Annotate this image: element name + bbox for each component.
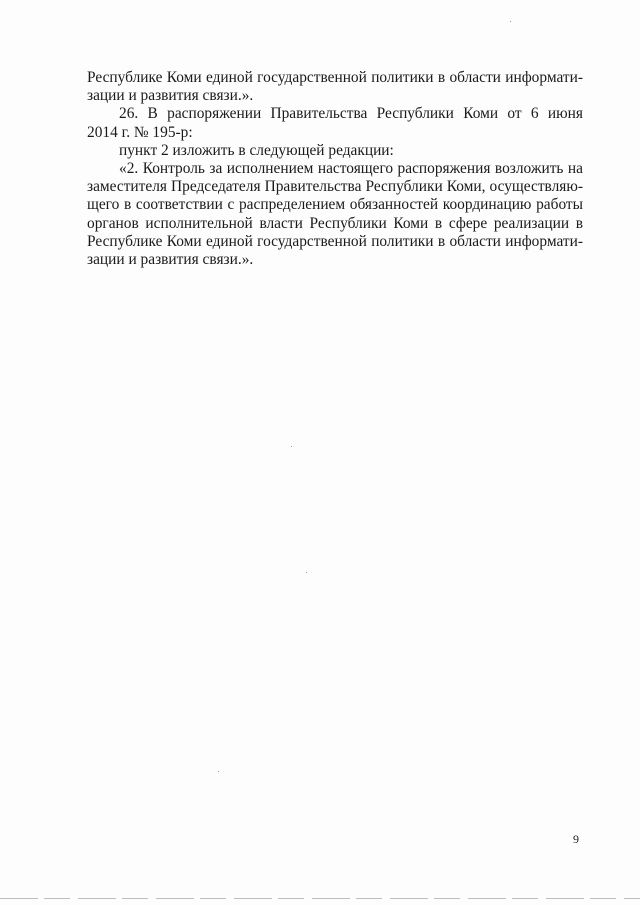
text-line: зации и развития связи.».	[87, 251, 254, 269]
text-line: зации и развития связи.».	[87, 87, 254, 105]
paragraph-continuation	[87, 69, 583, 105]
text-line: 2014 г. № 195-р:	[87, 123, 193, 141]
text-line: заместителя Председателя Правительства Республики Коми, осуществляю-	[87, 178, 583, 196]
scan-speck	[218, 771, 219, 772]
paragraph-instruction	[87, 142, 583, 160]
scan-speck	[291, 446, 292, 447]
scan-edge-line	[0, 898, 640, 899]
scan-speck	[306, 572, 307, 573]
text-line: Республике Коми единой государственной политики в области информати-	[87, 69, 583, 86]
text-line: Республике Коми единой государственной политики в области информати-	[87, 232, 583, 250]
text-line: пункт 2 изложить в следующей редакции:	[119, 141, 394, 159]
paragraph-item-26	[87, 105, 583, 141]
document-body	[87, 69, 583, 269]
text-line: «2. Контроль за исполнением настоящего распоряжения возложить на	[119, 160, 583, 178]
text-line: 26. В распоряжении Правительства Республики Коми от 6 июня	[119, 105, 583, 123]
text-line: щего в соответствии с распределением обязанностей координацию работы	[87, 196, 583, 214]
scan-speck	[510, 21, 511, 22]
paragraph-quoted-clause	[87, 160, 583, 269]
text-line: органов исполнительной власти Республики Коми в сфере реализации в	[87, 214, 583, 232]
page-number: 9	[573, 832, 579, 846]
